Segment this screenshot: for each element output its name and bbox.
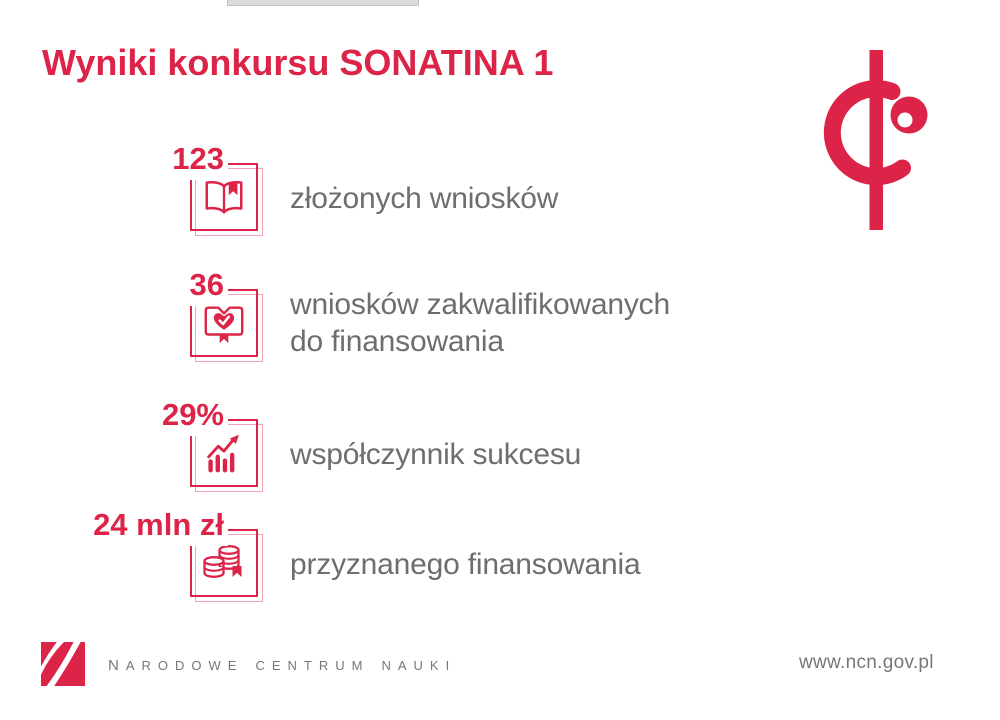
- stat-label: [290, 180, 558, 217]
- book-icon: [201, 174, 247, 220]
- stat-value: 29%: [159, 396, 228, 436]
- stat-label: [290, 436, 581, 473]
- stat-value: 36: [187, 266, 228, 306]
- stat-label-line1: złożonych wniosków: [290, 182, 559, 215]
- ncn-logo: [41, 642, 85, 686]
- stat-label-line1: przyznanego finansowania: [290, 548, 641, 581]
- stat-row-submitted: [0, 140, 1000, 255]
- stat-value: 123: [169, 140, 228, 180]
- stat-row-funding: [0, 506, 1000, 621]
- stat-value: 24 mln zł: [90, 506, 228, 546]
- stat-label: [290, 546, 640, 583]
- org-name: narodowe centrum nauki: [108, 650, 457, 675]
- certificate-heart-icon: [201, 300, 247, 346]
- stat-row-success-rate: [0, 396, 1000, 511]
- coins-icon: [200, 539, 248, 587]
- cutoff-top-bar: [227, 0, 419, 6]
- stat-row-qualified: [0, 266, 1000, 381]
- stat-label-line1: współczynnik sukcesu: [290, 438, 582, 471]
- stat-label: [290, 286, 670, 360]
- stat-label-line2: do finansowania: [290, 325, 504, 358]
- growth-chart-icon: [201, 430, 247, 476]
- stat-label-line1: wniosków zakwalifikowanych: [290, 288, 670, 321]
- website-link[interactable]: www.ncn.gov.pl: [799, 652, 934, 673]
- page-title: Wyniki konkursu SONATINA 1: [42, 42, 554, 83]
